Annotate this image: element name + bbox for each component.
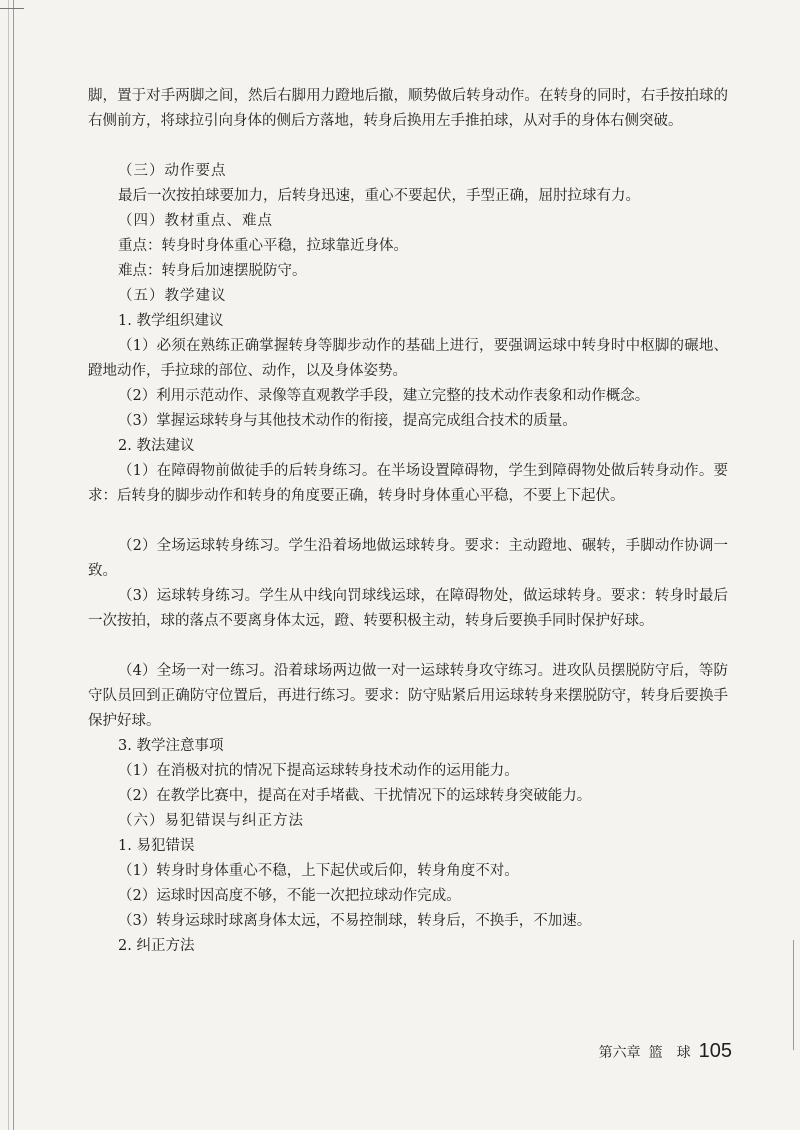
page-body bbox=[88, 84, 728, 959]
list-item: （3）转身运球时球离身体太远，不易控制球，转身后，不换手，不加速。 bbox=[118, 913, 592, 929]
list-item: （1）必须在熟练正确掌握转身等脚步动作的基础上进行，要强调运球中转身时中枢脚的碾地、蹬地动作，手拉球的部位、动作，以及身体姿势。 bbox=[88, 338, 728, 379]
list-item: （1）转身时身体重心不稳，上下起伏或后仰，转身角度不对。 bbox=[118, 863, 519, 879]
list-item: （3）运球转身练习。学生从中线向罚球线运球，在障碍物处，做运球转身。要求：转身时最后一次按拍，球的落点不要离身体太远，蹬、转要积极主动，转身后要换手同时保护好球。 bbox=[88, 588, 728, 629]
section-heading-4: （四）教材重点、难点 bbox=[118, 213, 273, 229]
subsection-heading: 2. 教法建议 bbox=[118, 438, 195, 454]
list-item: （3）掌握运球转身与其他技术动作的衔接，提高完成组合技术的质量。 bbox=[118, 413, 577, 429]
binding-edge-line bbox=[8, 0, 9, 1130]
list-item: （2）在教学比赛中，提高在对手堵截、干扰情况下的运球转身突破能力。 bbox=[118, 788, 592, 804]
paragraph-text: 难点：转身后加速摆脱防守。 bbox=[118, 263, 307, 279]
paragraph-text: 重点：转身时身体重心平稳，拉球靠近身体。 bbox=[118, 238, 408, 254]
section-heading-5: （五）教学建议 bbox=[118, 288, 227, 304]
subsection-heading: 3. 教学注意事项 bbox=[118, 738, 224, 754]
list-item: （4）全场一对一练习。沿着球场两边做一对一运球转身攻守练习。进攻队员摆脱防守后，等防守队员回到正确防守位置后，再进行练习。要求：防守贴紧后用运球转身来摆脱防守，转身后要换手保护好球。 bbox=[88, 663, 728, 729]
paragraph-continuation: 脚，置于对手两脚之间，然后右脚用力蹬地后撤，顺势做后转身动作。在转身的同时，右手按拍球的右侧前方，将球拉引向身体的侧后方落地，转身后换用左手推拍球，从对手的身体右侧突破。 bbox=[88, 88, 728, 129]
footer-subject: 篮 球 bbox=[648, 1045, 691, 1061]
subsection-heading: 1. 教学组织建议 bbox=[118, 313, 224, 329]
footer-chapter: 第六章 bbox=[598, 1045, 641, 1061]
page-number: 105 bbox=[698, 1040, 732, 1062]
list-item: （1）在障碍物前做徒手的后转身练习。在半场设置障碍物，学生到障碍物处做后转身动作。要求：后转身的脚步动作和转身的角度要正确，转身时身体重心平稳，不要上下起伏。 bbox=[88, 463, 728, 504]
list-item: （2）利用示范动作、录像等直观教学手段，建立完整的技术动作表象和动作概念。 bbox=[118, 388, 650, 404]
section-heading-6: （六）易犯错误与纠正方法 bbox=[118, 813, 304, 829]
section-heading-3: （三）动作要点 bbox=[118, 163, 227, 179]
page-footer bbox=[599, 1040, 732, 1063]
subsection-heading: 1. 易犯错误 bbox=[118, 838, 195, 854]
binding-edge-line-dark bbox=[13, 0, 14, 1130]
right-edge-mark bbox=[793, 940, 794, 1050]
list-item: （2）全场运球转身练习。学生沿着场地做运球转身。要求：主动蹬地、碾转，手脚动作协调一致。 bbox=[88, 538, 728, 579]
list-item: （2）运球时因高度不够，不能一次把拉球动作完成。 bbox=[118, 888, 461, 904]
list-item: （1）在消极对抗的情况下提高运球转身技术动作的运用能力。 bbox=[118, 763, 519, 779]
subsection-heading: 2. 纠正方法 bbox=[118, 938, 195, 954]
corner-mark bbox=[0, 8, 24, 9]
paragraph-text: 最后一次按拍球要加力，后转身迅速，重心不要起伏，手型正确，屈肘拉球有力。 bbox=[118, 188, 640, 204]
